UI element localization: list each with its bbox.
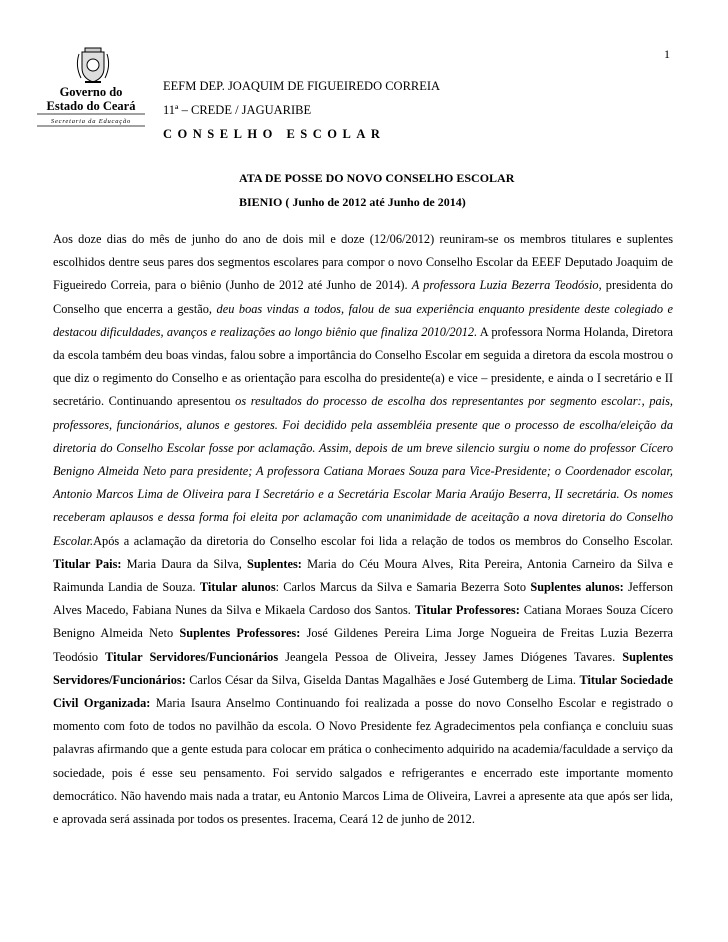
logo-line1: Governo do xyxy=(59,85,123,99)
body-segment: Após a aclamação da diretoria do Conselho escolar foi lida a relação de todos os membros do Conselho Escolar. xyxy=(93,533,673,548)
body-segment: Titular alunos xyxy=(199,580,276,595)
government-logo xyxy=(35,44,147,130)
body-segment: A professora Luzia Bezerra Teodósio, xyxy=(411,278,602,293)
body-segment: Catiana Moraes Souza Cícero Benigno Almeida Neto xyxy=(53,603,674,641)
council-name: CONSELHO ESCOLAR xyxy=(163,127,386,141)
body-segment: : Carlos Marcus da Silva e Samaria Bezerra Soto xyxy=(275,580,531,595)
body-segment: Titular Pais: xyxy=(53,556,122,571)
title-line-2: BIENIO ( Junho de 2012 até Junho de 2014) xyxy=(239,195,466,209)
body-segment: Suplentes alunos: xyxy=(530,580,624,595)
title-line-1: ATA DE POSSE DO NOVO CONSELHO ESCOLAR xyxy=(239,171,515,185)
minutes-body xyxy=(53,228,673,831)
body-segment: Titular Servidores/Funcionários xyxy=(105,649,279,664)
logo-line3: Secretaria da Educação xyxy=(50,118,132,125)
body-segment: Aos doze dias do mês de junho do ano de dois mil e doze (12/06/2012) reuniram-se os membros titulares e suplentes escolhidos dentre seus pares dos segmentos escolares para compor o novo Conselho Escolar da EEEF Deputado Joaquim de Figueiredo Correia, para o biênio (Junho de 2012 até Junho de 2014). xyxy=(53,232,673,293)
body-segment: os resultados do processo de escolha dos representantes por segmento escolar:, pais, professores, funcionários, alunos e gestores. Foi decidido pela assembléia presente que o processo de escolha/eleição da diretoria do Conselho Escolar fosse por aclamação. Assim, depois de um breve silencio surgiu o nome do professor Cícero Benigno Almeida Neto para presidente; A professora Catiana Moraes Souza para Vice-Presidente; o Coordenador escolar, Antonio Marcos Lima de Oliveira para I Secretário e a Secretária Escolar Maria Araújo Beserra, II secretária. Os nomes receberam aplausos e dessa forma foi eleita por aclamação com unanimidade de aceitação a nova diretoria do Conselho Escolar. xyxy=(53,394,673,548)
ceara-coat-of-arms-icon xyxy=(35,44,147,130)
school-name: EEFM DEP. JOAQUIM DE FIGUEIREDO CORREIA xyxy=(163,79,441,93)
body-segment: presidenta do Conselho que encerra a gestão xyxy=(53,278,673,316)
document-title xyxy=(239,166,514,214)
body-segment: Titular Sociedade Civil Organizada: xyxy=(53,672,674,711)
body-segment: José Gildenes Pereira Lima Jorge Nogueira de Freitas Luzia Bezerra Teodósio xyxy=(53,626,673,664)
crede-line: 11ª – CREDE / JAGUARIBE xyxy=(163,103,312,117)
body-segment: Maria Isaura Anselmo Continuando foi realizada a posse do novo Conselho Escolar e registrado o momento com foto de todos no pavilhão da escola. O Novo Presidente fez Agradecimentos pela confiança e concluiu suas palavras afirmando que a gente estuda para colocar em prática o conhecimento adquirido na academia/faculdade a serviço da sociedade, pois é esse seu pensamento. Foi servido salgados e refrigerantes e encerrado este importante momento democrático. Não havendo mais nada a tratar, eu Antonio Marcos Lima de Oliveira, Lavrei a apresente ata que após ser lida, e aprovada será assinada por todos os presentes. Iracema, Ceará 12 de junho de 2012. xyxy=(53,696,673,827)
body-segment: Suplentes: xyxy=(247,556,302,571)
body-segment: Maria do Céu Moura Alves, Rita Pereira, Antonia Carneiro da Silva e Raimunda Landia de Souza. xyxy=(53,556,673,595)
body-segment: Jeangela Pessoa de Oliveira, Jessey James Diógenes Tavares. xyxy=(278,649,623,664)
body-segment: A professora Norma Holanda, Diretora da escola também deu boas vindas, falou sobre a importância do Conselho Escolar em seguida a diretora da escola mostrou o que diz o regimento do Conselho e as orientação para escolha do presidente(a) e vice – presidente, e ainda o I secretário e II secretário. Continuando apresentou xyxy=(53,324,673,409)
letterhead xyxy=(163,74,440,146)
body-segment: Suplentes Servidores/Funcionários: xyxy=(53,649,674,687)
body-segment: Maria Daura da Silva, xyxy=(121,556,248,571)
body-segment: , deu boas vindas a todos, falou de sua experiência enquanto presidente deste colegiado e destacou dificuldades, avanços e realizações ao longo biênio que finaliza 2010/2012. xyxy=(53,301,674,339)
body-segment: Jefferson Alves Macedo, Fabiana Nunes da Silva e Mikaela Cardoso dos Santos. xyxy=(53,580,673,618)
body-segment: Titular Professores: xyxy=(414,603,520,618)
logo-line2: Estado do Ceará xyxy=(46,99,136,113)
page-number: 1 xyxy=(664,47,670,61)
body-segment: Carlos César da Silva, Giselda Dantas Magalhães e José Gutemberg de Lima. xyxy=(185,672,580,687)
body-segment: Suplentes Professores: xyxy=(179,626,301,641)
